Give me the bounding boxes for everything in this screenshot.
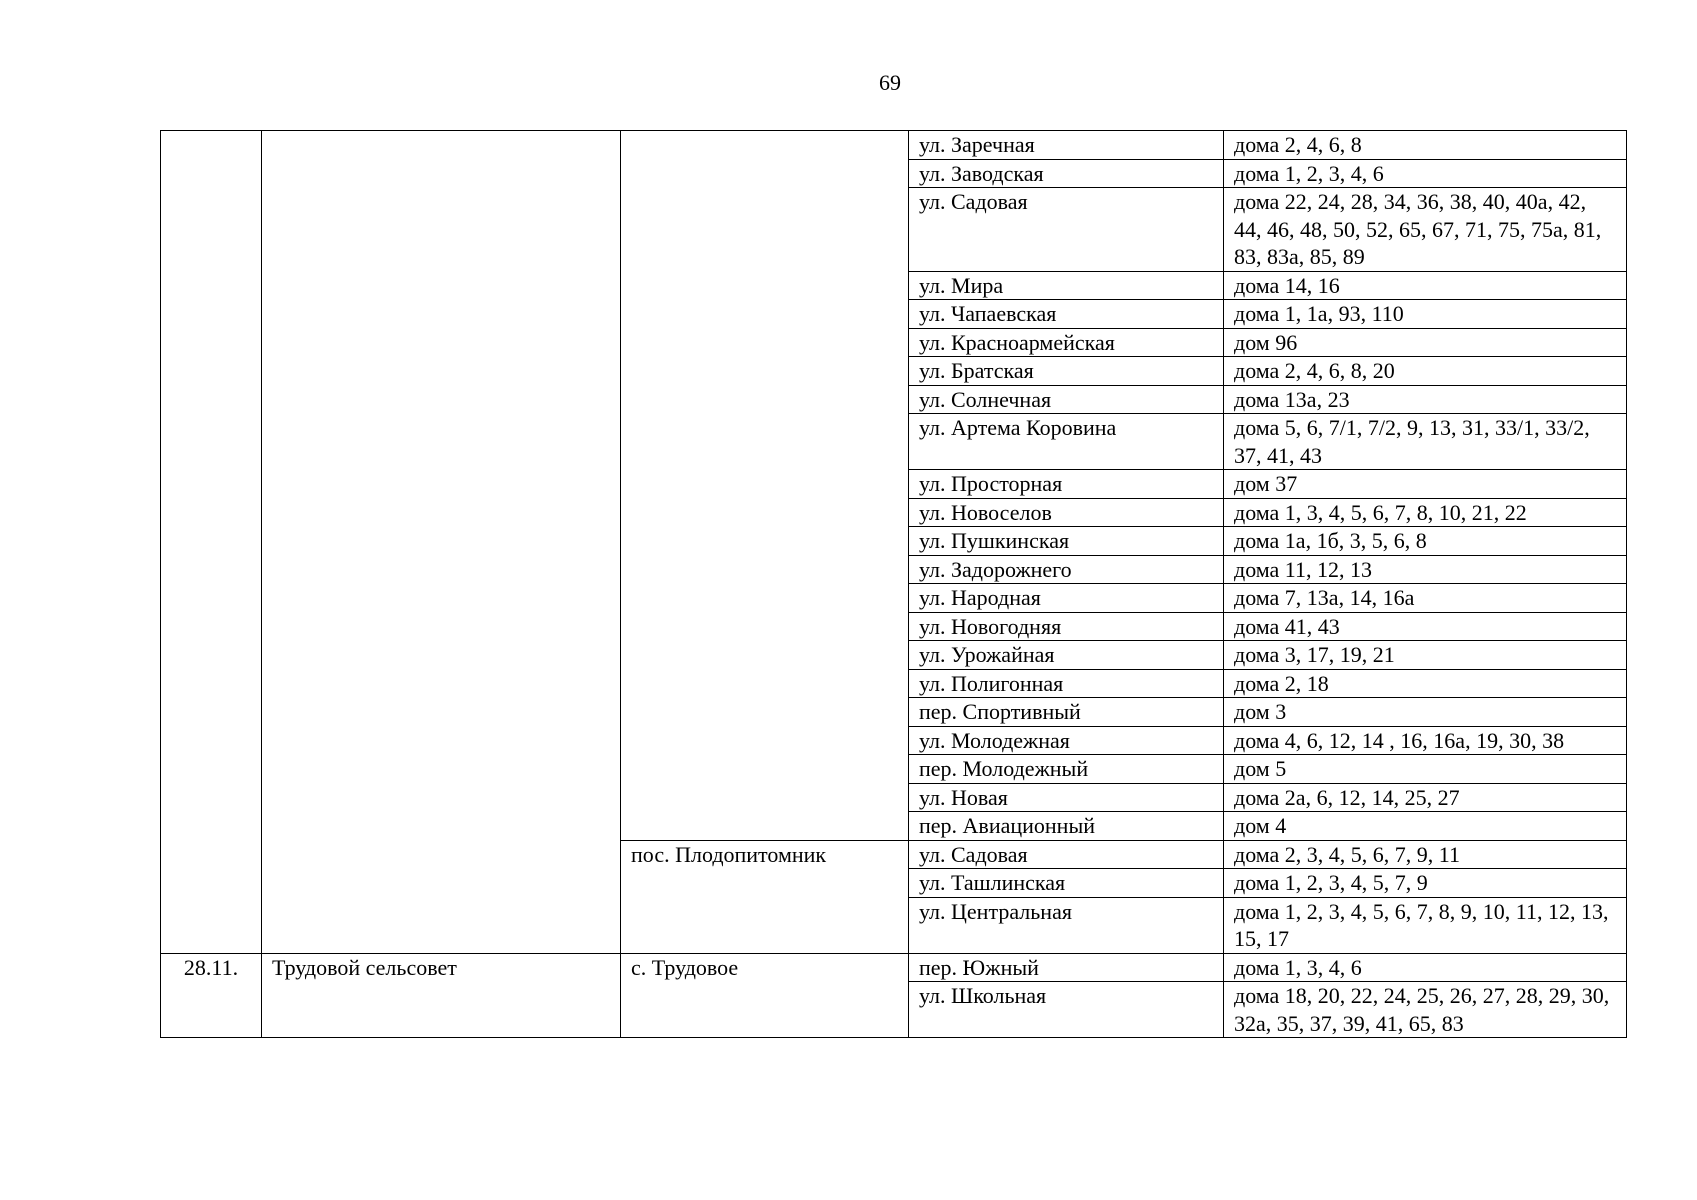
council-cell: Трудовой сельсовет [262, 953, 621, 1038]
street-cell: пер. Спортивный [909, 698, 1224, 727]
houses-cell: дом 3 [1224, 698, 1627, 727]
houses-cell: дом 4 [1224, 812, 1627, 841]
houses-cell: дома 1, 3, 4, 6 [1224, 953, 1627, 982]
street-cell: пер. Южный [909, 953, 1224, 982]
street-cell: ул. Новогодняя [909, 612, 1224, 641]
houses-cell: дома 2, 3, 4, 5, 6, 7, 9, 11 [1224, 840, 1627, 869]
houses-cell: дома 4, 6, 12, 14 , 16, 16а, 19, 30, 38 [1224, 726, 1627, 755]
street-cell: ул. Новоселов [909, 498, 1224, 527]
houses-cell: дома 14, 16 [1224, 271, 1627, 300]
houses-cell: дома 11, 12, 13 [1224, 555, 1627, 584]
houses-cell: дома 3, 17, 19, 21 [1224, 641, 1627, 670]
street-cell: ул. Чапаевская [909, 300, 1224, 329]
houses-cell: дома 1, 3, 4, 5, 6, 7, 8, 10, 21, 22 [1224, 498, 1627, 527]
street-cell: ул. Народная [909, 584, 1224, 613]
street-cell: ул. Пушкинская [909, 527, 1224, 556]
number-cell: 28.11. [161, 953, 262, 1038]
street-cell: ул. Заводская [909, 159, 1224, 188]
houses-cell: дома 1а, 1б, 3, 5, 6, 8 [1224, 527, 1627, 556]
street-cell: ул. Школьная [909, 982, 1224, 1038]
houses-cell: дома 22, 24, 28, 34, 36, 38, 40, 40а, 42, 44, 46, 48, 50, 52, 65, 67, 71, 75, 75а, 81, 83, 83а, 85, 89 [1224, 188, 1627, 272]
houses-cell: дом 37 [1224, 470, 1627, 499]
houses-cell: дома 1, 2, 3, 4, 5, 7, 9 [1224, 869, 1627, 898]
settlement-cell: с. Трудовое [621, 953, 909, 1038]
houses-cell: дома 5, 6, 7/1, 7/2, 9, 13, 31, 33/1, 33/2, 37, 41, 43 [1224, 414, 1627, 470]
street-cell: ул. Красноармейская [909, 328, 1224, 357]
street-cell: ул. Ташлинская [909, 869, 1224, 898]
street-cell: ул. Задорожнего [909, 555, 1224, 584]
street-cell: ул. Садовая [909, 840, 1224, 869]
number-cell [161, 131, 262, 954]
houses-cell: дома 2, 18 [1224, 669, 1627, 698]
table-row [161, 953, 1627, 982]
houses-cell: дом 5 [1224, 755, 1627, 784]
houses-cell: дома 2, 4, 6, 8, 20 [1224, 357, 1627, 386]
street-cell: ул. Заречная [909, 131, 1224, 160]
settlement-cell: пос. Плодопитомник [621, 840, 909, 953]
page-number: 69 [879, 70, 901, 95]
street-cell: ул. Братская [909, 357, 1224, 386]
houses-cell: дома 18, 20, 22, 24, 25, 26, 27, 28, 29, 30, 32а, 35, 37, 39, 41, 65, 83 [1224, 982, 1627, 1038]
street-cell: ул. Солнечная [909, 385, 1224, 414]
street-cell: ул. Садовая [909, 188, 1224, 272]
street-cell: ул. Артема Коровина [909, 414, 1224, 470]
street-cell: ул. Полигонная [909, 669, 1224, 698]
street-cell: пер. Авиационный [909, 812, 1224, 841]
street-cell: пер. Молодежный [909, 755, 1224, 784]
houses-cell: дома 1, 2, 3, 4, 5, 6, 7, 8, 9, 10, 11, 12, 13, 15, 17 [1224, 897, 1627, 953]
houses-cell: дома 2, 4, 6, 8 [1224, 131, 1627, 160]
address-table-body [161, 131, 1627, 1038]
street-cell: ул. Центральная [909, 897, 1224, 953]
street-cell: ул. Новая [909, 783, 1224, 812]
street-cell: ул. Урожайная [909, 641, 1224, 670]
council-cell [262, 131, 621, 954]
houses-cell: дома 41, 43 [1224, 612, 1627, 641]
houses-cell: дома 1, 1а, 93, 110 [1224, 300, 1627, 329]
address-table [160, 130, 1627, 1038]
houses-cell: дома 1, 2, 3, 4, 6 [1224, 159, 1627, 188]
street-cell: ул. Молодежная [909, 726, 1224, 755]
settlement-cell [621, 131, 909, 841]
table-row [161, 131, 1627, 160]
houses-cell: дома 2а, 6, 12, 14, 25, 27 [1224, 783, 1627, 812]
street-cell: ул. Мира [909, 271, 1224, 300]
houses-cell: дома 7, 13а, 14, 16а [1224, 584, 1627, 613]
houses-cell: дома 13а, 23 [1224, 385, 1627, 414]
street-cell: ул. Просторная [909, 470, 1224, 499]
houses-cell: дом 96 [1224, 328, 1627, 357]
